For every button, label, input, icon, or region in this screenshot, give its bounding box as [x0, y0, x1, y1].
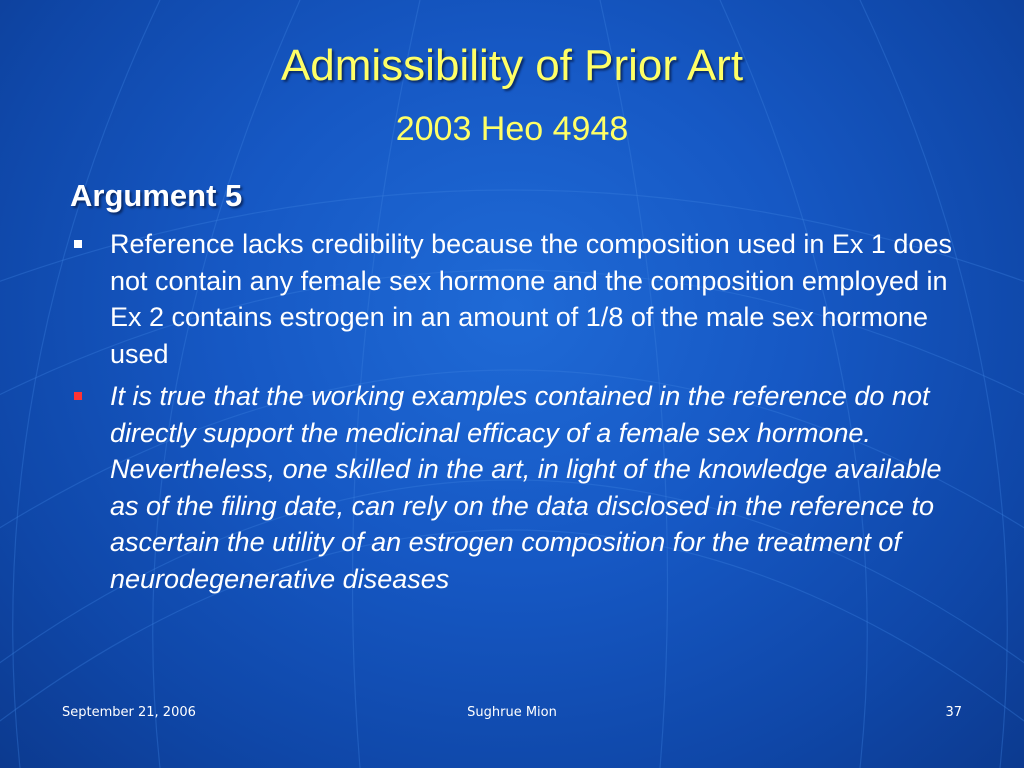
bullet-text: It is true that the working examples contained in the reference do not directly support the medicinal efficacy of a female sex hormone. Nevertheless, one skilled in the art, in light of the knowledge available as of the filing date, can rely on the data disclosed in the reference to ascertain the utility of an estrogen composition for the treatment of neurodegenerative diseases	[110, 381, 942, 594]
slide-title: Admissibility of Prior Art	[280, 41, 744, 90]
slide-subtitle: 2003 Heo 4948	[395, 110, 629, 148]
footer-company: Sughrue Mion	[467, 705, 557, 720]
argument-heading: Argument 5	[70, 178, 243, 213]
square-bullet-icon	[74, 240, 82, 248]
bullet-list	[70, 226, 970, 603]
bullet-item	[70, 226, 970, 372]
square-bullet-icon	[74, 392, 82, 400]
bullet-item	[70, 378, 970, 597]
footer-date: September 21, 2006	[62, 705, 196, 720]
bullet-text: Reference lacks credibility because the composition used in Ex 1 does not contain any female sex hormone and the composition employed in Ex 2 contains estrogen in an amount of 1/8 of the male sex hormone used	[110, 229, 952, 369]
footer-page-number: 37	[945, 705, 962, 720]
